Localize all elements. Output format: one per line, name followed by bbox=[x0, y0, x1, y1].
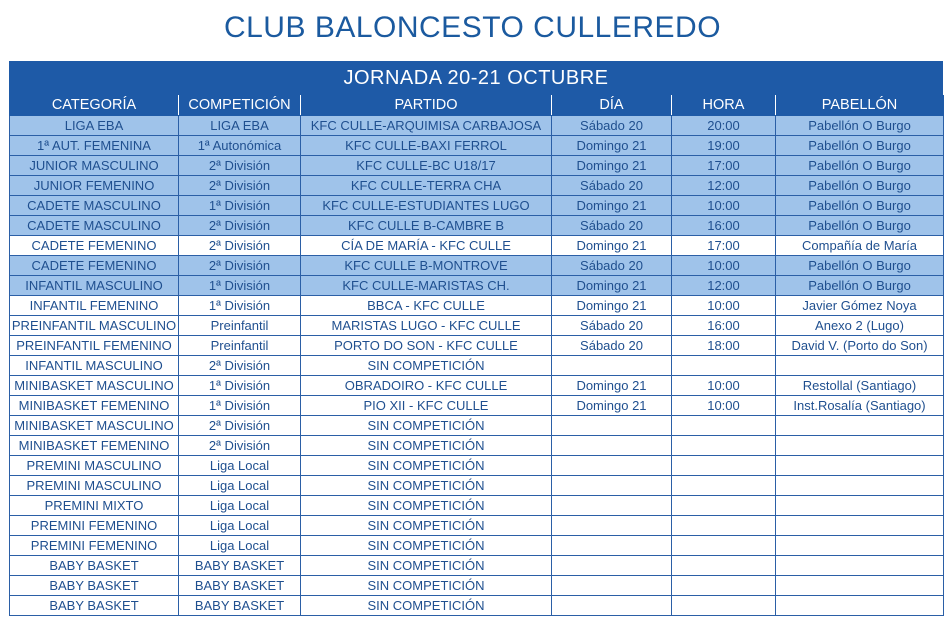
hora-cell bbox=[672, 536, 776, 556]
dia-cell: Sábado 20 bbox=[552, 256, 672, 276]
hora-cell bbox=[672, 576, 776, 596]
hora-cell: 18:00 bbox=[672, 336, 776, 356]
hora-cell: 16:00 bbox=[672, 316, 776, 336]
competicion-cell: 2ª División bbox=[179, 436, 301, 456]
dia-cell bbox=[552, 356, 672, 376]
table-row bbox=[10, 536, 944, 556]
pabellon-cell: Pabellón O Burgo bbox=[776, 196, 944, 216]
partido-cell: SIN COMPETICIÓN bbox=[301, 416, 552, 436]
categoria-cell: PREINFANTIL FEMENINO bbox=[10, 336, 179, 356]
dia-cell: Domingo 21 bbox=[552, 276, 672, 296]
pabellon-cell: Pabellón O Burgo bbox=[776, 256, 944, 276]
table-row bbox=[10, 516, 944, 536]
categoria-cell: PREINFANTIL MASCULINO bbox=[10, 316, 179, 336]
col-header-partido: PARTIDO bbox=[301, 96, 552, 116]
dia-cell bbox=[552, 556, 672, 576]
categoria-cell: INFANTIL MASCULINO bbox=[10, 356, 179, 376]
hora-cell bbox=[672, 596, 776, 616]
categoria-cell: 1ª AUT. FEMENINA bbox=[10, 136, 179, 156]
pabellon-cell bbox=[776, 436, 944, 456]
dia-cell bbox=[552, 456, 672, 476]
dia-cell: Sábado 20 bbox=[552, 316, 672, 336]
dia-cell: Sábado 20 bbox=[552, 116, 672, 136]
pabellon-cell: Pabellón O Burgo bbox=[776, 156, 944, 176]
table-row bbox=[10, 136, 944, 156]
categoria-cell: MINIBASKET MASCULINO bbox=[10, 376, 179, 396]
table-row bbox=[10, 296, 944, 316]
page-title: CLUB BALONCESTO CULLEREDO bbox=[223, 11, 722, 44]
dia-cell bbox=[552, 516, 672, 536]
competicion-cell: 2ª División bbox=[179, 416, 301, 436]
pabellon-cell: Restollal (Santiago) bbox=[776, 376, 944, 396]
competicion-cell: 1ª División bbox=[179, 396, 301, 416]
competicion-cell: Liga Local bbox=[179, 516, 301, 536]
pabellon-cell bbox=[776, 516, 944, 536]
table-row bbox=[10, 436, 944, 456]
competicion-cell: 1ª División bbox=[179, 376, 301, 396]
pabellon-cell: Pabellón O Burgo bbox=[776, 216, 944, 236]
table-row bbox=[10, 356, 944, 376]
partido-cell: SIN COMPETICIÓN bbox=[301, 456, 552, 476]
dia-cell bbox=[552, 576, 672, 596]
pabellon-cell bbox=[776, 576, 944, 596]
competicion-cell: Liga Local bbox=[179, 496, 301, 516]
dia-cell: Sábado 20 bbox=[552, 216, 672, 236]
pabellon-cell bbox=[776, 536, 944, 556]
partido-cell: KFC CULLE-ARQUIMISA CARBAJOSA bbox=[301, 116, 552, 136]
table-row bbox=[10, 256, 944, 276]
pabellon-cell bbox=[776, 556, 944, 576]
dia-cell: Domingo 21 bbox=[552, 376, 672, 396]
partido-cell: SIN COMPETICIÓN bbox=[301, 596, 552, 616]
competicion-cell: 2ª División bbox=[179, 236, 301, 256]
competicion-cell: 1ª División bbox=[179, 196, 301, 216]
categoria-cell: INFANTIL FEMENINO bbox=[10, 296, 179, 316]
partido-cell: CÍA DE MARÍA - KFC CULLE bbox=[301, 236, 552, 256]
dia-cell: Domingo 21 bbox=[552, 296, 672, 316]
partido-cell: SIN COMPETICIÓN bbox=[301, 556, 552, 576]
competicion-cell: Preinfantil bbox=[179, 336, 301, 356]
schedule-table bbox=[9, 95, 944, 616]
partido-cell: OBRADOIRO - KFC CULLE bbox=[301, 376, 552, 396]
table-row bbox=[10, 276, 944, 296]
hora-cell: 12:00 bbox=[672, 276, 776, 296]
dia-cell bbox=[552, 436, 672, 456]
competicion-cell: 2ª División bbox=[179, 356, 301, 376]
pabellon-cell bbox=[776, 416, 944, 436]
pabellon-cell bbox=[776, 456, 944, 476]
competicion-cell: Liga Local bbox=[179, 456, 301, 476]
categoria-cell: CADETE FEMENINO bbox=[10, 236, 179, 256]
competicion-cell: 2ª División bbox=[179, 156, 301, 176]
col-header-pabellon: PABELLÓN bbox=[776, 96, 944, 116]
hora-cell: 10:00 bbox=[672, 256, 776, 276]
categoria-cell: MINIBASKET FEMENINO bbox=[10, 396, 179, 416]
competicion-cell: Preinfantil bbox=[179, 316, 301, 336]
partido-cell: SIN COMPETICIÓN bbox=[301, 436, 552, 456]
categoria-cell: MINIBASKET MASCULINO bbox=[10, 416, 179, 436]
hora-cell: 10:00 bbox=[672, 196, 776, 216]
dia-cell bbox=[552, 536, 672, 556]
hora-cell bbox=[672, 476, 776, 496]
table-row bbox=[10, 196, 944, 216]
partido-cell: BBCA - KFC CULLE bbox=[301, 296, 552, 316]
dia-cell bbox=[552, 416, 672, 436]
competicion-cell: BABY BASKET bbox=[179, 596, 301, 616]
col-header-competicion: COMPETICIÓN bbox=[179, 96, 301, 116]
table-row bbox=[10, 496, 944, 516]
dia-cell bbox=[552, 476, 672, 496]
header-row bbox=[10, 96, 944, 116]
categoria-cell: MINIBASKET FEMENINO bbox=[10, 436, 179, 456]
categoria-cell: PREMINI FEMENINO bbox=[10, 516, 179, 536]
partido-cell: MARISTAS LUGO - KFC CULLE bbox=[301, 316, 552, 336]
categoria-cell: JUNIOR FEMENINO bbox=[10, 176, 179, 196]
dia-cell: Domingo 21 bbox=[552, 196, 672, 216]
dia-cell: Sábado 20 bbox=[552, 176, 672, 196]
categoria-cell: BABY BASKET bbox=[10, 596, 179, 616]
partido-cell: SIN COMPETICIÓN bbox=[301, 516, 552, 536]
hora-cell bbox=[672, 356, 776, 376]
partido-cell: SIN COMPETICIÓN bbox=[301, 356, 552, 376]
dia-cell: Domingo 21 bbox=[552, 136, 672, 156]
partido-cell: PORTO DO SON - KFC CULLE bbox=[301, 336, 552, 356]
categoria-cell: INFANTIL MASCULINO bbox=[10, 276, 179, 296]
col-header-hora: HORA bbox=[672, 96, 776, 116]
competicion-cell: 2ª División bbox=[179, 216, 301, 236]
competicion-cell: BABY BASKET bbox=[179, 556, 301, 576]
competicion-cell: LIGA EBA bbox=[179, 116, 301, 136]
pabellon-cell: Anexo 2 (Lugo) bbox=[776, 316, 944, 336]
hora-cell: 19:00 bbox=[672, 136, 776, 156]
pabellon-cell bbox=[776, 356, 944, 376]
competicion-cell: BABY BASKET bbox=[179, 576, 301, 596]
competicion-cell: 1ª División bbox=[179, 276, 301, 296]
partido-cell: KFC CULLE-TERRA CHA bbox=[301, 176, 552, 196]
dia-cell bbox=[552, 596, 672, 616]
partido-cell: KFC CULLE-ESTUDIANTES LUGO bbox=[301, 196, 552, 216]
dia-cell bbox=[552, 496, 672, 516]
hora-cell bbox=[672, 436, 776, 456]
categoria-cell: CADETE MASCULINO bbox=[10, 216, 179, 236]
hora-cell bbox=[672, 416, 776, 436]
schedule-body bbox=[10, 116, 944, 616]
partido-cell: KFC CULLE-BC U18/17 bbox=[301, 156, 552, 176]
hora-cell bbox=[672, 516, 776, 536]
pabellon-cell: Inst.Rosalía (Santiago) bbox=[776, 396, 944, 416]
competicion-cell: 2ª División bbox=[179, 176, 301, 196]
hora-cell: 12:00 bbox=[672, 176, 776, 196]
pabellon-cell: Pabellón O Burgo bbox=[776, 276, 944, 296]
competicion-cell: 1ª Autonómica bbox=[179, 136, 301, 156]
hora-cell: 17:00 bbox=[672, 156, 776, 176]
table-row bbox=[10, 376, 944, 396]
table-row bbox=[10, 456, 944, 476]
hora-cell bbox=[672, 496, 776, 516]
partido-cell: SIN COMPETICIÓN bbox=[301, 476, 552, 496]
categoria-cell: PREMINI FEMENINO bbox=[10, 536, 179, 556]
categoria-cell: BABY BASKET bbox=[10, 576, 179, 596]
competicion-cell: Liga Local bbox=[179, 536, 301, 556]
pabellon-cell bbox=[776, 596, 944, 616]
col-header-categoria: CATEGORÍA bbox=[10, 96, 179, 116]
categoria-cell: PREMINI MASCULINO bbox=[10, 456, 179, 476]
pabellon-cell: David V. (Porto do Son) bbox=[776, 336, 944, 356]
pabellon-cell bbox=[776, 496, 944, 516]
dia-cell: Domingo 21 bbox=[552, 156, 672, 176]
hora-cell: 17:00 bbox=[672, 236, 776, 256]
hora-cell: 16:00 bbox=[672, 216, 776, 236]
partido-cell: KFC CULLE-MARISTAS CH. bbox=[301, 276, 552, 296]
hora-cell: 10:00 bbox=[672, 376, 776, 396]
table-row bbox=[10, 176, 944, 196]
hora-cell bbox=[672, 456, 776, 476]
table-row bbox=[10, 236, 944, 256]
hora-cell bbox=[672, 556, 776, 576]
categoria-cell: LIGA EBA bbox=[10, 116, 179, 136]
table-row bbox=[10, 316, 944, 336]
hora-cell: 10:00 bbox=[672, 396, 776, 416]
partido-cell: KFC CULLE B-MONTROVE bbox=[301, 256, 552, 276]
partido-cell: KFC CULLE-BAXI FERROL bbox=[301, 136, 552, 156]
col-header-dia: DÍA bbox=[552, 96, 672, 116]
categoria-cell: BABY BASKET bbox=[10, 556, 179, 576]
table-row bbox=[10, 476, 944, 496]
pabellon-cell: Pabellón O Burgo bbox=[776, 116, 944, 136]
competicion-cell: Liga Local bbox=[179, 476, 301, 496]
hora-cell: 10:00 bbox=[672, 296, 776, 316]
partido-cell: SIN COMPETICIÓN bbox=[301, 576, 552, 596]
hora-cell: 20:00 bbox=[672, 116, 776, 136]
table-row bbox=[10, 596, 944, 616]
categoria-cell: JUNIOR MASCULINO bbox=[10, 156, 179, 176]
pabellon-cell: Compañía de María bbox=[776, 236, 944, 256]
competicion-cell: 1ª División bbox=[179, 296, 301, 316]
categoria-cell: PREMINI MIXTO bbox=[10, 496, 179, 516]
dia-cell: Sábado 20 bbox=[552, 336, 672, 356]
table-row bbox=[10, 416, 944, 436]
dia-cell: Domingo 21 bbox=[552, 396, 672, 416]
table-row bbox=[10, 336, 944, 356]
table-row bbox=[10, 116, 944, 136]
pabellon-cell bbox=[776, 476, 944, 496]
competicion-cell: 2ª División bbox=[179, 256, 301, 276]
pabellon-cell: Pabellón O Burgo bbox=[776, 136, 944, 156]
categoria-cell: CADETE MASCULINO bbox=[10, 196, 179, 216]
partido-cell: PIO XII - KFC CULLE bbox=[301, 396, 552, 416]
table-row bbox=[10, 576, 944, 596]
partido-cell: SIN COMPETICIÓN bbox=[301, 536, 552, 556]
categoria-cell: CADETE FEMENINO bbox=[10, 256, 179, 276]
table-row bbox=[10, 556, 944, 576]
table-row bbox=[10, 156, 944, 176]
table-row bbox=[10, 396, 944, 416]
jornada-banner: JORNADA 20-21 OCTUBRE bbox=[9, 61, 943, 95]
table-row bbox=[10, 216, 944, 236]
pabellon-cell: Javier Gómez Noya bbox=[776, 296, 944, 316]
dia-cell: Domingo 21 bbox=[552, 236, 672, 256]
pabellon-cell: Pabellón O Burgo bbox=[776, 176, 944, 196]
categoria-cell: PREMINI MASCULINO bbox=[10, 476, 179, 496]
partido-cell: SIN COMPETICIÓN bbox=[301, 496, 552, 516]
partido-cell: KFC CULLE B-CAMBRE B bbox=[301, 216, 552, 236]
